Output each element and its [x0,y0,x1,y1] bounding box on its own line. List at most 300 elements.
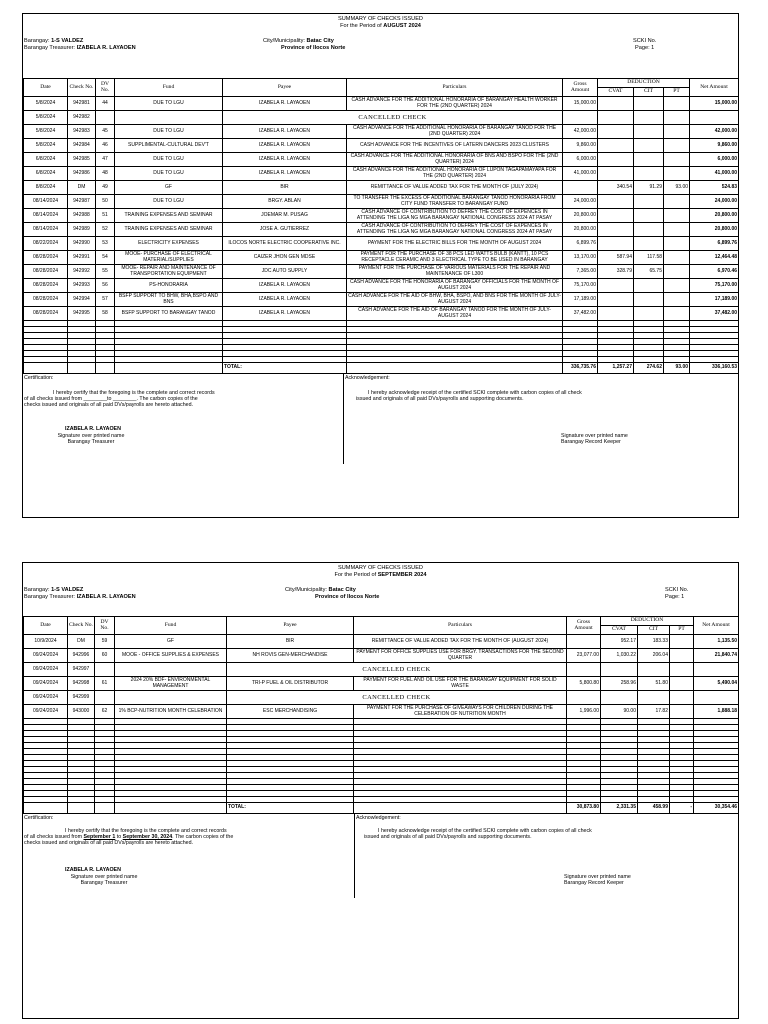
cell-cvat [598,195,634,209]
cell-net [690,111,739,125]
cell-particulars: CASH ADVANCE FOR THE ADDITIONAL HONORARIA OF LUPON TAGAPAMAYAPA FOR THE (2ND QUARTER) 2024 [347,167,563,181]
cell-pt [670,677,694,691]
total-blank [354,803,567,814]
acknowledgement-label: Acknowledgement: [345,375,390,381]
barangay-line: Barangay: 1-S VALDEZ [24,587,84,593]
cell-gross: 6,899.76 [563,237,598,251]
col-check-header: Check No. [68,79,96,97]
cell-payee: CAIZER JHON GEN MDSE [223,251,347,265]
cell-payee: IZABELA R. LAYAOEN [223,307,347,321]
cell-payee: BRGY. ABLAN [223,195,347,209]
cell-check-no: DM [68,635,95,649]
cell-payee: IZABELA R. LAYAOEN [223,167,347,181]
table-row [24,265,739,279]
total-cit: 458.99 [638,803,670,814]
cell-payee: BIR [227,635,354,649]
cell-check-no: 942982 [68,111,96,125]
cell-gross: 5,800.80 [567,677,601,691]
cell-dv: 58 [96,307,115,321]
table-row [24,251,739,265]
cell-net [694,691,739,705]
cell-gross: 41,000.00 [563,167,598,181]
cell-dv: 54 [96,251,115,265]
table-row [24,125,739,139]
period-value: SEPTEMBER 2024 [377,572,427,578]
scki-no-label: SCKI No. [665,587,689,593]
cell-fund: MOOE- PURCHASE OF ELECTRICAL MATERIAL/SUPPLIES [115,251,223,265]
cell-cit: 17.82 [638,705,670,719]
signer-block: Signature over printed name Barangay Treasurer [70,874,138,887]
cell-fund: PS-HONORARIA [115,279,223,293]
scki-sheet-august [22,13,739,518]
cell-dv: 47 [96,153,115,167]
cell-net: 24,000.00 [690,195,739,209]
cell-date: 09/24/2024 [24,663,68,677]
cell-net [694,663,739,677]
cell-cit [634,153,664,167]
table-row [24,279,739,293]
cell-check-no: 942987 [68,195,96,209]
cell-payee: JOSE A. GUTIERREZ [223,223,347,237]
total-gross: 336,735.76 [563,363,598,374]
total-label: TOTAL: [223,363,347,374]
province-line: Province of Ilocos Norte [315,594,380,600]
cell-payee: JDC AUTO SUPPLY [223,265,347,279]
city-line: City/Municipality: Batac City [285,587,356,593]
cell-check-no: 942990 [68,237,96,251]
cell-gross: 23,077.00 [567,649,601,663]
cell-fund: SUPPLIMENTAL-CULTURAL DEV'T [115,139,223,153]
cell-date: 09/24/2024 [24,649,68,663]
cell-payee: ESC MERCHANDISING [227,705,354,719]
total-blank [68,803,95,814]
cell-particulars: CASH ADVANCE OF CONTRIBUTION TO DEFREY THE COST OF EXPENCES IN ATTENDING THE LIGA NG MGA BARANGAY NATIONAL CONGRESS 2024 AT PASAY [347,223,563,237]
acknowledgement-label: Acknowledgement: [356,815,401,821]
header-row [24,617,739,626]
cell-cit [634,167,664,181]
cell-cvat [598,97,634,111]
cell-pt [670,705,694,719]
cell-particulars: PAYMENT FOR THE PURCHASE OF VARIOUS MATERIALS FOR THE REPAIR AND MAINTENANCE OF L300 [347,265,563,279]
cell-cvat: 328.79 [598,265,634,279]
report-title [23,16,738,30]
cell-gross [567,635,601,649]
cell-gross: 6,000.00 [563,153,598,167]
cell-check-no: 942981 [68,97,96,111]
cell-fund [115,691,227,705]
cell-fund: DUE TO LGU [115,97,223,111]
certification-label: Certification: [24,375,54,381]
table-row [24,649,739,663]
cell-fund: BSFP SUPPORT TO BHW, BHA,BSPO AND BNS [115,293,223,307]
cell-net: 17,189.00 [690,293,739,307]
col-cit-header: CIT [634,88,664,97]
cell-gross [563,111,598,125]
title-line: SUMMARY OF CHECKS ISSUED [338,565,423,571]
col-date-header: Date [24,79,68,97]
total-label: TOTAL: [227,803,354,814]
cell-gross: 20,800.00 [563,223,598,237]
certification-text: I hereby certify that the foregoing is the complete and correct records [53,390,215,396]
cell-cit [634,209,664,223]
cell-date: 08/14/2024 [24,223,68,237]
cell-date: 08/14/2024 [24,209,68,223]
col-payee-header: Payee [223,79,347,97]
cell-pt [664,279,690,293]
cell-payee: IZABELA R. LAYAOEN [223,139,347,153]
cell-net: 6,000.00 [690,153,739,167]
total-pt: - [670,803,694,814]
cell-dv: 60 [95,649,115,663]
total-blank [95,803,115,814]
cell-net: 9,860.00 [690,139,739,153]
cell-check-no: 942996 [68,649,95,663]
cell-cvat [598,153,634,167]
cell-pt [664,111,690,125]
cell-cit: 117.58 [634,251,664,265]
cell-date: 08/28/2024 [24,251,68,265]
cell-gross: 17,189.00 [563,293,598,307]
cell-dv: 52 [96,223,115,237]
cell-payee: NH ROVIS GEN-MERCHANDISE [227,649,354,663]
cell-cvat: 1,030.22 [601,649,638,663]
cell-cit [634,223,664,237]
cell-check-no: 942998 [68,677,95,691]
total-blank [96,363,115,374]
col-dv-header: DV No. [95,617,115,635]
cell-cit [634,237,664,251]
cell-check-no: DM [68,181,96,195]
sheet-header [23,563,738,616]
col-deduction-header: DEDUCTION [598,79,690,88]
certification-text-2: of all checks issued from ________to ________. The carbon copies of the checks issued and originals of all paid DVs/payrolls are hereto attached. [24,396,198,409]
cell-pt [664,167,690,181]
cell-pt [664,97,690,111]
cell-cvat: 952.17 [601,635,638,649]
total-blank [115,363,223,374]
cell-fund: GF [115,181,223,195]
cell-check-no: 942991 [68,251,96,265]
checks-table [23,78,739,374]
col-deduction-header: DEDUCTION [601,617,694,626]
cell-check-no: 943000 [68,705,95,719]
col-check-header: Check No. [68,617,95,635]
col-net-header: Net Amount [690,79,739,97]
cell-fund: DUE TO LGU [115,153,223,167]
cell-dv [96,111,115,125]
cancelled-check-label: CANCELLED CHECK [227,691,567,705]
cell-cvat: 258.96 [601,677,638,691]
treasurer-line: Barangay Treasurer: IZABELA R. LAYAOEN [24,45,136,51]
cell-cvat [598,167,634,181]
cell-pt [670,691,694,705]
cell-net: 75,170.00 [690,279,739,293]
cell-check-no: 942985 [68,153,96,167]
cell-dv: 57 [96,293,115,307]
cell-pt [670,635,694,649]
cell-dv: 44 [96,97,115,111]
period-to: September 30, 2024 [122,834,173,840]
cell-dv: 56 [96,279,115,293]
table-row [24,635,739,649]
cell-date: 09/24/2024 [24,677,68,691]
cell-dv: 61 [95,677,115,691]
cell-gross: 20,800.00 [563,209,598,223]
acknowledgement-text-2: issued and originals of all paid DVs/payrolls and supporting documents. [356,396,524,402]
cell-cvat [598,223,634,237]
city-line: City/Municipality: Batac City [263,38,334,44]
cell-cvat [598,307,634,321]
cell-check-no: 942997 [68,663,95,677]
cell-gross: 13,170.00 [563,251,598,265]
cell-particulars: CASH ADVANCE OF CONTRIBUTION TO DEFREY THE COST OF EXPENCES IN ATTENDING THE LIGA NG MGA BARANGAY NATIONAL CONGRESS 2024 AT PASAY [347,209,563,223]
cell-particulars: CASH ADVANCE FOR THE ADDITIONAL HONORARIA OF BARANGAY TANOD FOR THE (2ND QUARTER) 2024 [347,125,563,139]
period-line: For the Period of AUGUST 2024 [340,23,421,29]
receiver-block: Signature over printed name Barangay Record Keeper [564,874,631,887]
acknowledgement-text: I hereby acknowledge receipt of the certified SCKI complete with carbon copies of all check [378,828,592,834]
cell-particulars: CASH ADVANCE FOR THE AID OF BARANGAY TANOD FOR THE MONTH OF JULY-AUGUST 2024 [347,307,563,321]
col-pt-header: PT [670,626,694,635]
col-fund-header: Fund [115,79,223,97]
cell-fund: DUE TO LGU [115,125,223,139]
cell-particulars: CASH ADVANCE FOR THE ADDITIONAL HONORARIA OF BNS AND BSPO FOR THE (2ND QUARTER) 2024 [347,153,563,167]
cell-date: 5/8/2024 [24,139,68,153]
cell-fund: TRAINING EXPENSES AND SEMINAR [115,223,223,237]
cell-gross: 37,482.00 [563,307,598,321]
total-cvat: 1,257.27 [598,363,634,374]
cell-net: 1,888.18 [694,705,739,719]
table-row [24,209,739,223]
col-date-header: Date [24,617,68,635]
cell-date: 09/24/2024 [24,705,68,719]
cell-check-no: 942999 [68,691,95,705]
cell-pt [664,307,690,321]
cell-pt [664,293,690,307]
total-row [24,363,739,374]
cell-cit [638,691,670,705]
page-number: Page: 1 [665,594,685,600]
cell-particulars: PAYMENT FOR THE PURCHASE OF 38 PCS LED WATTS BULB (KANTT), 10 PCS RECEPTACLE CERAMIC AND 3 ELECTRICAL TYPE TO BE USED IN BARANGAY [347,251,563,265]
cell-gross: 24,000.00 [563,195,598,209]
cell-pt [664,125,690,139]
table-row [24,167,739,181]
province-line: Province of Ilocos Norte [281,45,346,51]
checks-table [23,616,739,814]
cell-net: 6,899.76 [690,237,739,251]
signer-name: IZABELA R. LAYAOEN [65,867,121,873]
cell-check-no: 942984 [68,139,96,153]
cell-payee: IZABELA R. LAYAOEN [223,293,347,307]
table-row [24,195,739,209]
cell-fund [115,111,223,125]
table-row [24,237,739,251]
cell-particulars: REMITTANCE OF VALUE ADDED TAX FOR THE MONTH OF (JULY 2024) [347,181,563,195]
acknowledgement-text-2: issued and originals of all paid DVs/payrolls and supporting documents. [364,834,532,840]
cell-gross: 75,170.00 [563,279,598,293]
table-row [24,307,739,321]
table-row [24,705,739,719]
cell-payee: BIR [223,181,347,195]
cell-date: 08/28/2024 [24,279,68,293]
total-gross: 30,873.80 [567,803,601,814]
cell-date: 08/22/2024 [24,237,68,251]
certification-text-2: of all checks issued from September 1 to September 30, 2024. The carbon copies of the checks issued and originals of all paid DVs/payrolls are hereto attached. [24,834,234,847]
cell-net: 12,464.48 [690,251,739,265]
cell-date: 08/14/2024 [24,195,68,209]
cell-particulars: REMITTANCE OF VALUE ADDED TAX FOR THE MONTH OF (AUGUST 2024) [354,635,567,649]
total-blank [68,363,96,374]
period-line: For the Period of SEPTEMBER 2024 [334,572,427,578]
cell-net: 41,000.00 [690,167,739,181]
cell-dv: 45 [96,125,115,139]
cell-pt [664,209,690,223]
cancelled-check-label: CANCELLED CHECK [223,111,563,125]
cell-fund [115,663,227,677]
total-cvat: 2,331.35 [601,803,638,814]
table-row [24,139,739,153]
total-net: 336,160.53 [690,363,739,374]
cell-pt [664,223,690,237]
cell-date: 5/8/2024 [24,97,68,111]
cell-particulars: CASH ADVANCE FOR THE ADDITIONAL HONORARIA OF BARANGAY HEALTH WORKER FOR THE (2ND QUARTER) 2024 [347,97,563,111]
table-row [24,223,739,237]
cell-fund: MOOE- REPAIR AND MAINTENANCE OF TRANSPORTATION EQUIPMENT [115,265,223,279]
cell-gross [567,663,601,677]
scki-no-label: SCKI No. [633,38,657,44]
period-from: September 1 [83,834,116,840]
total-blank [347,363,563,374]
cell-cvat: 587.94 [598,251,634,265]
certification-text: I hereby certify that the foregoing is the complete and correct records [65,828,227,834]
cell-check-no: 942994 [68,293,96,307]
total-cit: 274.62 [634,363,664,374]
cell-pt [664,265,690,279]
cell-cit [634,279,664,293]
receiver-block: Signature over printed name Barangay Record Keeper [561,433,628,446]
cell-payee: IZABELA R. LAYAOEN [223,97,347,111]
acknowledgement-text: I hereby acknowledge receipt of the certified SCKI complete with carbon copies of all check [368,390,582,396]
cell-cit: 65.75 [634,265,664,279]
sheet-footer [23,374,738,464]
total-pt: 93.00 [664,363,690,374]
total-blank [24,363,68,374]
cell-check-no: 942986 [68,167,96,181]
period-value: AUGUST 2024 [383,23,421,29]
cell-fund: DUE TO LGU [115,167,223,181]
table-row [24,181,739,195]
sheet-footer [23,814,738,898]
cell-net: 20,800.00 [690,209,739,223]
cell-pt [664,251,690,265]
sheet-header [23,14,738,78]
col-pt-header: PT [664,88,690,97]
cell-gross: 42,000.00 [563,125,598,139]
cell-gross [563,181,598,195]
cell-pt [664,195,690,209]
cell-payee: JOEMAR M. PUSAG [223,209,347,223]
cell-check-no: 942989 [68,223,96,237]
cell-fund: 2024 20% BDF- ENVIRONMENTAL MANAGEMENT [115,677,227,691]
cell-net: 42,000.00 [690,125,739,139]
cell-date: 6/8/2024 [24,153,68,167]
cell-cit: 206.04 [638,649,670,663]
cell-date: 5/8/2024 [24,125,68,139]
cell-date: 10/9/2024 [24,635,68,649]
total-row [24,803,739,814]
col-cit-header: CIT [638,626,670,635]
cell-payee: IZABELA R. LAYAOEN [223,153,347,167]
cell-dv: 59 [95,635,115,649]
total-net: 30,354.46 [694,803,739,814]
cell-check-no: 942995 [68,307,96,321]
cell-cvat [598,293,634,307]
col-dv-header: DV No. [96,79,115,97]
table-row [24,97,739,111]
certification-label: Certification: [24,815,54,821]
cell-cit [634,293,664,307]
cell-cvat: 90.00 [601,705,638,719]
col-cvat-header: CVAT [598,88,634,97]
cell-date: 8/8/2024 [24,181,68,195]
cell-dv: 46 [96,139,115,153]
cell-fund: BSFP SUPPORT TO BARANGAY TANOD [115,307,223,321]
cell-particulars: CASH ADVANCE FOR THE AID OF BHW, BHA, BSPO, AND BNS FOR THE MONTH OF JULY-AUGUST 2024 [348,292,561,305]
cell-net: 524.83 [690,181,739,195]
cell-fund: TRAINING EXPENSES AND SEMINAR [115,209,223,223]
cell-net: 15,000.00 [690,97,739,111]
cell-gross [567,691,601,705]
cell-net: 6,970.46 [690,265,739,279]
col-gross-header: Gross Amount [563,79,598,97]
signer-name: IZABELA R. LAYAOEN [65,426,121,432]
page-number: Page: 1 [635,45,655,51]
cell-date: 08/28/2024 [24,307,68,321]
scki-sheet-september [22,562,739,1019]
cell-particulars: TO TRANSFER THE EXCESS OF ADDITIONAL BARANGAY TANOD HONORARIA FROM CITY FUND TRANSFER TO BARANGAY FUND [347,195,563,209]
cell-cvat [598,279,634,293]
cell-dv [95,691,115,705]
cell-payee: IZABELA R. LAYAOEN [223,279,347,293]
cancelled-check-label: CANCELLED CHECK [227,663,567,677]
signer-block: Signature over printed name Barangay Treasurer [57,433,125,446]
cell-particulars: CASH ADVANCE FOR THE HONORARIA OF BARANGAY OFFICIALS FOR THE MONTH OF AUGUST 2024 [347,279,563,293]
cell-particulars: PAYMENT FOR FUEL AND OIL USE FOR THE BARANGAY EQUIPMENT FOR SOLID WASTE [354,677,567,691]
table-row [24,691,739,705]
cell-cvat [598,111,634,125]
cell-gross: 9,860.00 [563,139,598,153]
cell-check-no: 942993 [68,279,96,293]
cell-check-no: 942983 [68,125,96,139]
cell-cit [634,139,664,153]
col-payee-header: Payee [227,617,354,635]
cell-pt [664,237,690,251]
cell-cit [634,97,664,111]
cell-net: 21,840.74 [694,649,739,663]
cell-cit: 51.80 [638,677,670,691]
cell-dv: 48 [96,167,115,181]
barangay-line: Barangay: 1-S VALDEZ [24,38,84,44]
cell-dv [95,663,115,677]
cell-pt [664,139,690,153]
cell-pt [664,153,690,167]
col-net-header: Net Amount [694,617,739,635]
cell-fund: DUE TO LGU [115,195,223,209]
cell-cvat [598,237,634,251]
cell-cvat [598,125,634,139]
cell-cit [634,195,664,209]
title-line: SUMMARY OF CHECKS ISSUED [338,16,423,22]
table-row [24,293,739,307]
